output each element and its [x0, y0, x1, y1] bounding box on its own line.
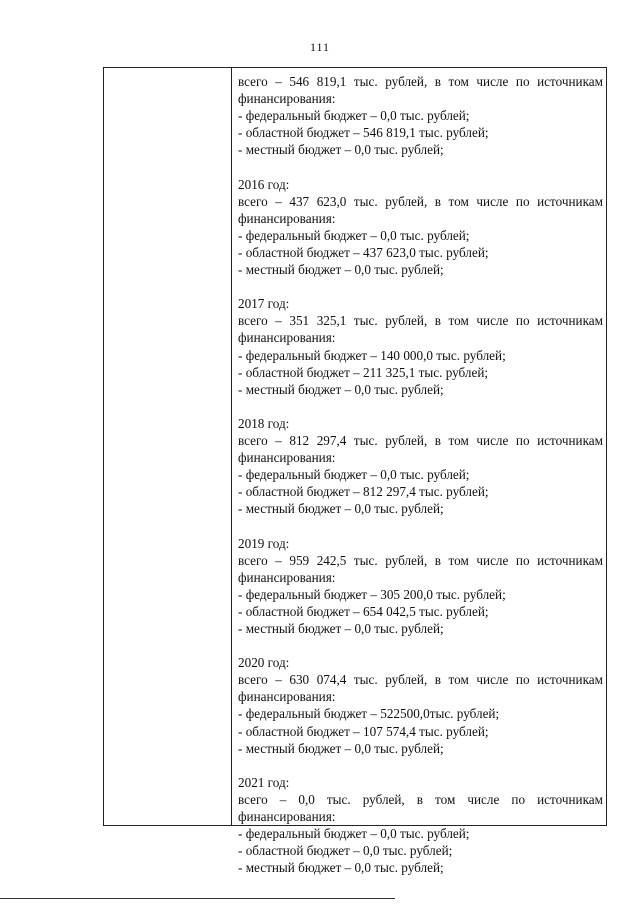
local-budget-line: - местный бюджет – 0,0 тыс. рублей; — [238, 262, 444, 278]
financing-year-block — [238, 176, 603, 279]
federal-budget-line: - федеральный бюджет – 0,0 тыс. рублей; — [238, 467, 470, 483]
local-budget-line: - местный бюджет – 0,0 тыс. рублей; — [238, 621, 444, 636]
federal-budget-line: - федеральный бюджет – 140 000,0 тыс. рублей; — [238, 347, 506, 363]
year-heading: 2016 год: — [238, 176, 290, 192]
page-number: 111 — [309, 40, 331, 54]
sources-label: финансирования: — [238, 330, 336, 346]
regional-budget-line: - областной бюджет – 211 325,1 тыс. рублей; — [238, 364, 489, 380]
sources-label: финансирования: — [238, 809, 336, 825]
regional-budget-line: - областной бюджет – 812 297,4 тыс. рублей; — [238, 484, 489, 500]
financing-details-cell — [238, 73, 603, 876]
federal-budget-line: - федеральный бюджет – 0,0 тыс. рублей; — [238, 108, 470, 124]
regional-budget-line: - областной бюджет – 546 819,1 тыс. рублей; — [238, 125, 489, 141]
total-line: всего – 959 242,5 тыс. рублей, в том числе по источникам — [238, 552, 603, 568]
federal-budget-line: - федеральный бюджет – 0,0 тыс. рублей; — [238, 227, 470, 243]
financing-year-block — [238, 415, 603, 518]
year-heading: 2021 год: — [238, 774, 290, 790]
column-divider — [231, 68, 232, 825]
financing-year-block — [238, 295, 603, 398]
local-budget-line: - местный бюджет – 0,0 тыс. рублей; — [238, 860, 444, 876]
sources-label: финансирования: — [238, 210, 336, 226]
financing-year-block — [238, 774, 603, 877]
regional-budget-line: - областной бюджет – 107 574,4 тыс. рублей; — [238, 723, 489, 739]
year-heading: 2019 год: — [238, 535, 290, 551]
total-line: всего – 437 623,0 тыс. рублей, в том числе по источникам — [238, 193, 603, 209]
financing-year-block — [238, 535, 603, 638]
year-heading: 2017 год: — [238, 296, 290, 312]
sources-label: финансирования: — [238, 91, 336, 107]
total-line: всего – 546 819,1 тыс. рублей, в том числе по источникам — [238, 74, 603, 89]
federal-budget-line: - федеральный бюджет – 522500,0тыс. рублей; — [238, 706, 500, 722]
regional-budget-line: - областной бюджет – 0,0 тыс. рублей; — [238, 843, 453, 859]
local-budget-line: - местный бюджет – 0,0 тыс. рублей; — [238, 501, 444, 517]
local-budget-line: - местный бюджет – 0,0 тыс. рублей; — [238, 381, 444, 397]
federal-budget-line: - федеральный бюджет – 305 200,0 тыс. рублей; — [238, 586, 506, 602]
total-line: всего – 0,0 тыс. рублей, в том числе по источникам — [238, 791, 603, 807]
financing-year-block — [238, 654, 603, 757]
footer-rule — [0, 898, 395, 899]
federal-budget-line: - федеральный бюджет – 0,0 тыс. рублей; — [238, 826, 470, 842]
sources-label: финансирования: — [238, 569, 336, 585]
financing-table — [103, 67, 607, 876]
total-line: всего – 351 325,1 тыс. рублей, в том числе по источникам — [238, 313, 603, 329]
financing-year-block — [238, 73, 603, 158]
sources-label: финансирования: — [238, 450, 336, 466]
year-heading: 2020 год: — [238, 655, 290, 671]
sources-label: финансирования: — [238, 689, 336, 705]
total-line: всего – 812 297,4 тыс. рублей, в том числе по источникам — [238, 432, 603, 448]
regional-budget-line: - областной бюджет – 654 042,5 тыс. рублей; — [238, 603, 489, 619]
year-heading: 2018 год: — [238, 415, 290, 431]
regional-budget-line: - областной бюджет – 437 623,0 тыс. рублей; — [238, 244, 489, 260]
total-line: всего – 630 074,4 тыс. рублей, в том числе по источникам — [238, 672, 603, 688]
local-budget-line: - местный бюджет – 0,0 тыс. рублей; — [238, 142, 444, 158]
local-budget-line: - местный бюджет – 0,0 тыс. рублей; — [238, 740, 444, 756]
